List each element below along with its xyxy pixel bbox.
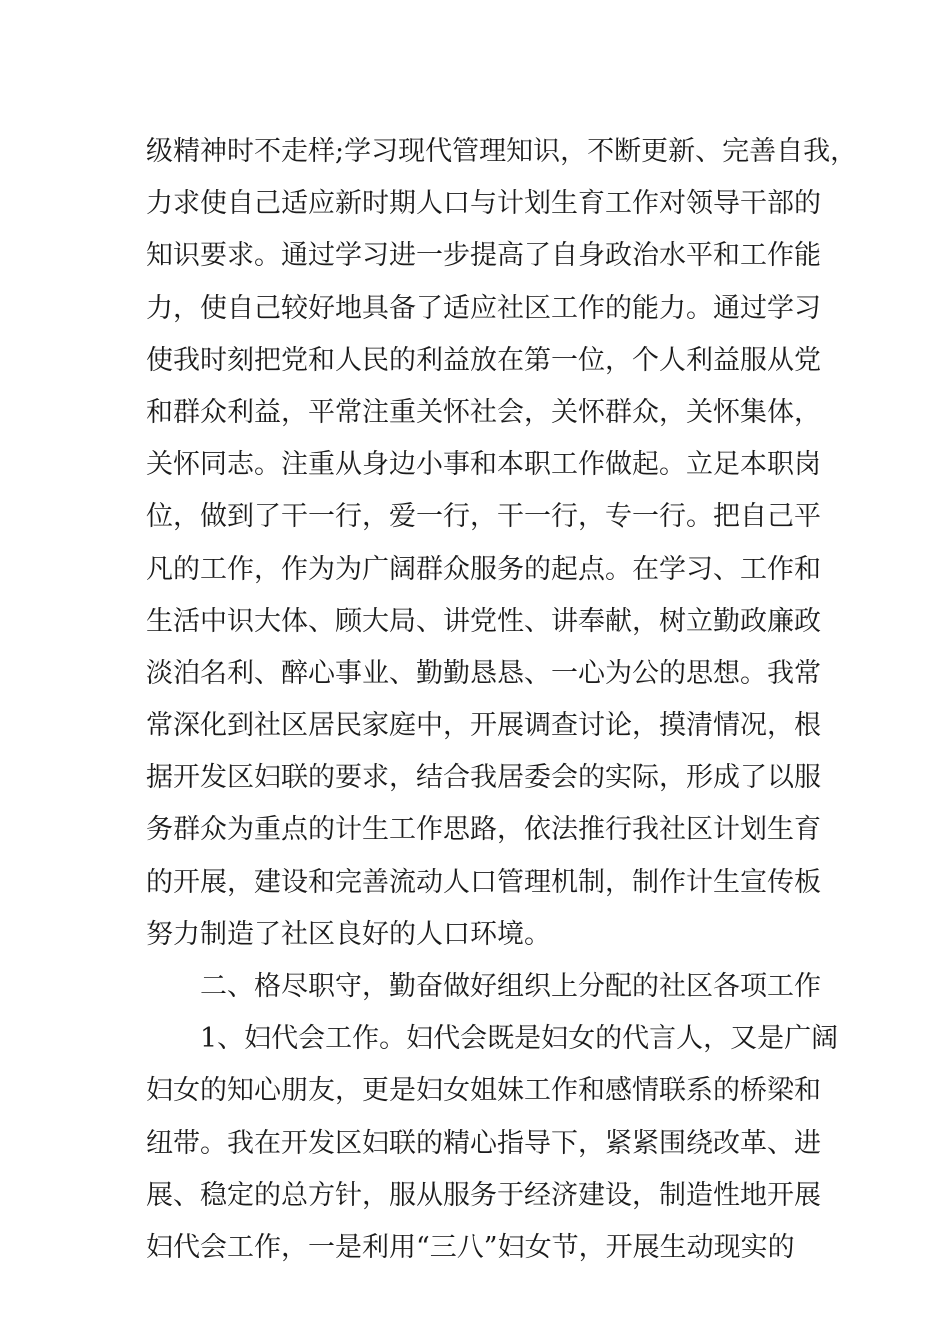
text-line-12: 常深化到社区居民家庭中，开展调查讨论，摸清情况，根 xyxy=(146,710,821,742)
text-line-6: 和群众利益，平常注重关怀社会，关怀群众，关怀集体， xyxy=(146,396,821,428)
text-line-16: 努力制造了社区良好的人口环境。 xyxy=(146,918,551,950)
text-line-15: 的开展，建设和完善流动人口管理机制，制作计生宣传板 xyxy=(146,866,821,898)
text-line-2: 力求使自己适应新时期人口与计划生育工作对领导干部的 xyxy=(146,188,821,220)
text-line-5: 使我时刻把党和人民的利益放在第一位，个人利益服从党 xyxy=(146,344,821,376)
text-line-4: 力，使自己较好地具备了适应社区工作的能力。通过学习 xyxy=(146,292,821,324)
document-body xyxy=(146,126,858,1274)
section-heading: 二、格尽职守，勤奋做好组织上分配的社区各项工作 xyxy=(200,971,821,1002)
text-line-7: 关怀同志。注重从身边小事和本职工作做起。立足本职岗 xyxy=(146,449,821,481)
text-line-22: 妇代会工作，一是利用“三八”妇女节，开展生动现实的 xyxy=(146,1231,795,1263)
text-line-14: 务群众为重点的计生工作思路，依法推行我社区计划生育 xyxy=(146,814,821,846)
text-line-8: 位，做到了干一行，爱一行，干一行，专一行。把自己平 xyxy=(146,501,821,533)
text-line-1: 级精神时不走样;学习现代管理知识，不断更新、完善自我， xyxy=(146,136,858,167)
text-line-18: 1、妇代会工作。妇代会既是妇女的代言人，又是广阔 xyxy=(200,1023,839,1055)
text-line-21: 展、稳定的总方针，服从服务于经济建设，制造性地开展 xyxy=(146,1179,821,1211)
text-line-10: 生活中识大体、顾大局、讲党性、讲奉献，树立勤政廉政 xyxy=(146,605,821,637)
text-line-20: 纽带。我在开发区妇联的精心指导下，紧紧围绕改革、进 xyxy=(146,1127,821,1159)
text-line-19: 妇女的知心朋友，更是妇女姐妹工作和感情联系的桥梁和 xyxy=(146,1075,821,1107)
text-line-13: 据开发区妇联的要求，结合我居委会的实际，形成了以服 xyxy=(146,762,821,794)
text-line-11: 淡泊名利、醉心事业、勤勤恳恳、一心为公的思想。我常 xyxy=(146,657,821,689)
text-line-3: 知识要求。通过学习进一步提高了自身政治水平和工作能 xyxy=(146,240,821,272)
text-line-9: 凡的工作，作为为广阔群众服务的起点。在学习、工作和 xyxy=(146,553,821,585)
